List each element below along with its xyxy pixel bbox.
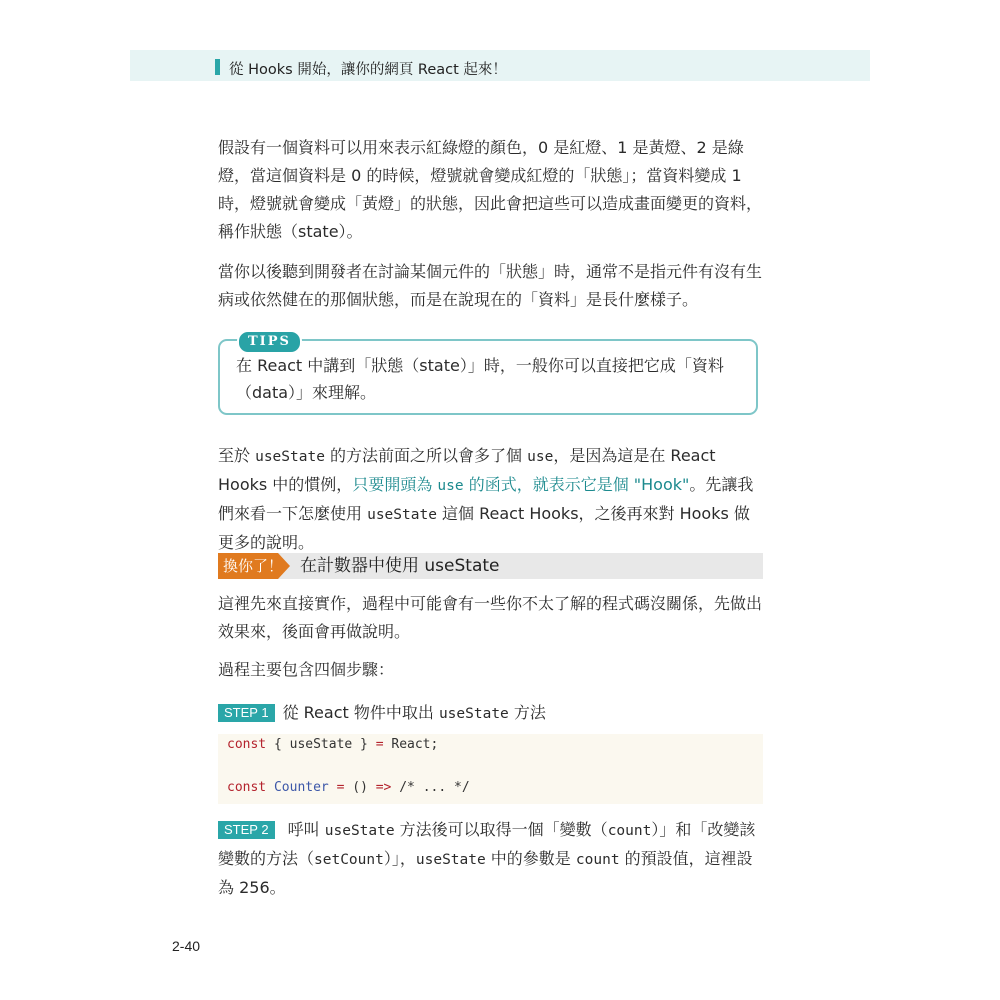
- step-1-badge: STEP 1: [218, 704, 275, 722]
- code-operator: =: [328, 780, 345, 795]
- inline-code: count: [607, 823, 652, 839]
- code-keyword: const: [227, 737, 267, 752]
- code-arrow: =>: [375, 780, 392, 795]
- text-segment: ）」，: [383, 849, 416, 868]
- code-operator: =: [375, 737, 384, 752]
- code-text: React;: [383, 737, 439, 752]
- text-segment: ）」和「改變該變數的方法（: [218, 820, 756, 868]
- tips-badge: TIPS: [237, 330, 302, 354]
- inline-code: setCount: [314, 852, 384, 868]
- inline-code: useState: [255, 449, 325, 465]
- section-tag-arrow: [278, 553, 290, 579]
- text-segment: ，是因為這是在 React Hooks 中的慣例，: [218, 446, 716, 494]
- code-function-name: Counter: [266, 780, 329, 795]
- tips-text: 在 React 中講到「狀態（state）」時，一般你可以直接把它成「資料（data）」來理解。: [236, 356, 724, 402]
- inline-code: useState: [367, 507, 437, 523]
- highlight-inline-code: use: [437, 478, 464, 494]
- step-2: [218, 816, 763, 902]
- paragraph-traffic-light: 假設有一個資料可以用來表示紅綠燈的顏色，0 是紅燈、1 是黃燈、2 是綠燈，當這個資料是 0 的時候，燈號就會變成紅燈的「狀態」；當資料變成 1 時，燈號就會變成「黃燈」的狀態，因此會把這些可以造成畫面變更的資料，稱作狀態（state）。: [218, 138, 763, 241]
- inline-code: count: [575, 852, 620, 868]
- paragraph-state-meaning: 當你以後聽到開發者在討論某個元件的「狀態」時，通常不是指元件有沒有生病或依然健在的那個狀態，而是在說現在的「資料」是長什麼樣子。: [218, 262, 763, 309]
- inline-code: useState: [324, 823, 395, 839]
- step-2-badge: STEP 2: [218, 821, 275, 839]
- section-tag: 換你了！: [218, 553, 278, 579]
- text-segment: 方法: [508, 703, 546, 722]
- code-line-2: [227, 780, 470, 795]
- inline-code: use: [527, 449, 554, 465]
- text-segment: 的方法前面之所以會多了個: [324, 446, 528, 465]
- code-text: { useState }: [266, 737, 376, 752]
- header-accent-bar: [215, 59, 220, 75]
- paragraph-steps-intro: 過程主要包含四個步驟：: [218, 660, 395, 679]
- code-comment: /* ... */: [391, 780, 470, 795]
- text-segment: 至於: [218, 446, 256, 465]
- text-segment: 呼叫: [282, 820, 325, 839]
- code-line-1: [227, 737, 438, 752]
- text-segment: 。先讓我們來看一下怎麼使用: [218, 475, 754, 523]
- paragraph-use-convention: [218, 442, 763, 557]
- text-segment: 從 React 物件中取出: [282, 703, 439, 722]
- code-text: (): [344, 780, 376, 795]
- page-number: 2-40: [172, 938, 201, 954]
- code-keyword: const: [227, 780, 267, 795]
- text-segment: 這個 React Hooks，之後再來對 Hooks 做更多的說明。: [218, 504, 750, 552]
- text-segment: 方法後可以取得一個「變數（: [394, 820, 608, 839]
- running-header: [130, 50, 870, 81]
- highlight-text: 的函式，就表示它是個 "Hook": [463, 475, 690, 494]
- inline-code: useState: [438, 706, 509, 722]
- inline-code: useState: [415, 852, 486, 868]
- step-1: [218, 699, 546, 728]
- header-title: 從 Hooks 開始，讓你的網頁 React 起來！: [229, 62, 507, 78]
- section-title: 在計數器中使用 useState: [300, 556, 500, 576]
- highlight-text: 只要開頭為: [352, 475, 438, 494]
- code-block: [218, 734, 763, 804]
- text-segment: 的預設值，這裡設為 256。: [218, 849, 753, 897]
- section-heading: [218, 553, 763, 579]
- paragraph-implementation-note: 這裡先來直接實作，過程中可能會有一些你不太了解的程式碼沒關係，先做出效果來，後面會再做說明。: [218, 594, 763, 641]
- text-segment: 中的參數是: [485, 849, 576, 868]
